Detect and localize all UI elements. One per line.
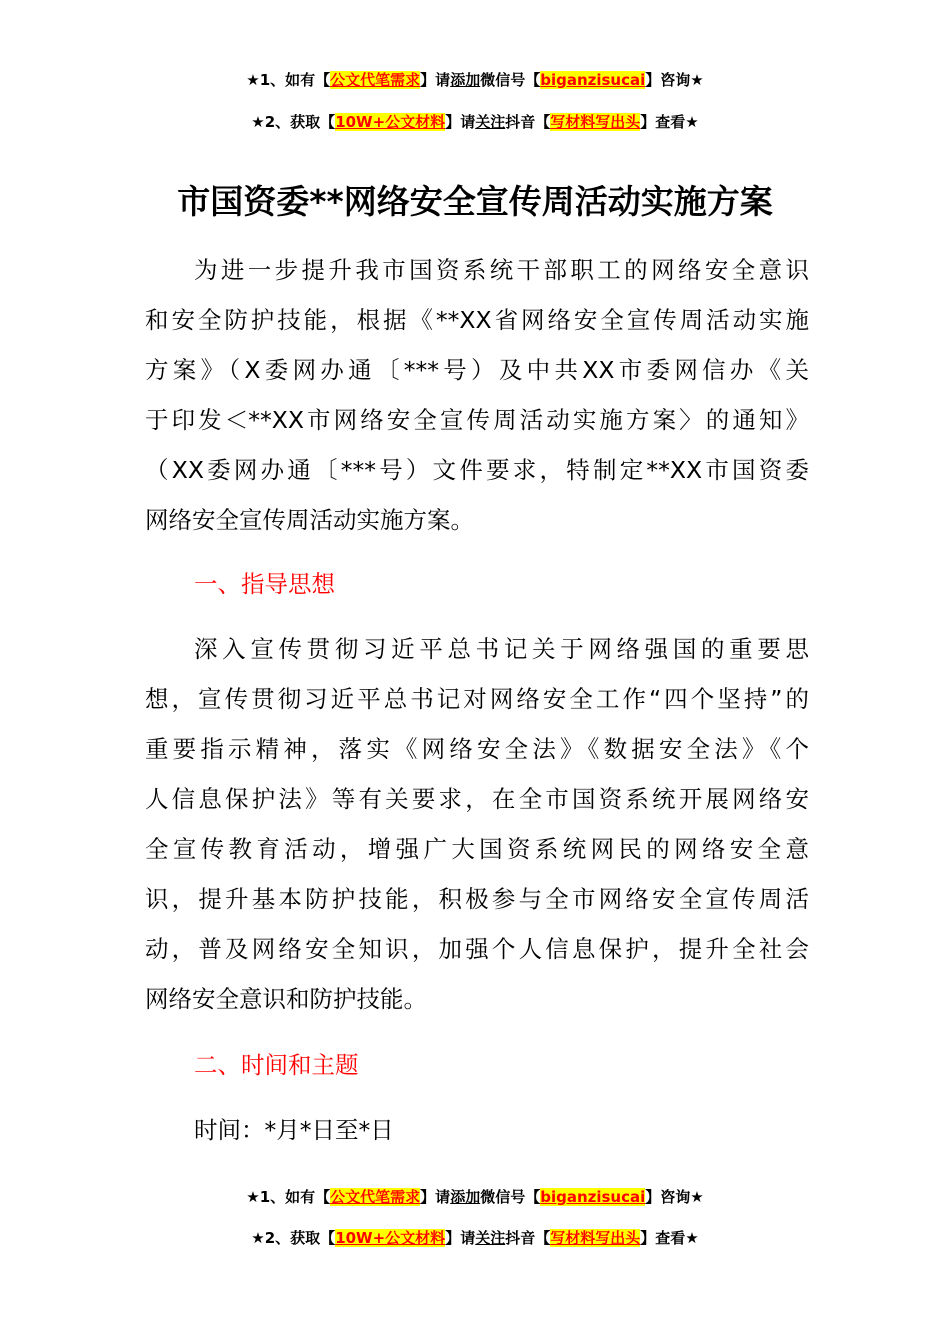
intro-paragraph: [145, 245, 809, 545]
promo-wechat-id: biganzisucai: [540, 1188, 646, 1206]
paragraph-line: 于印发＜**XX市网络安全宣传周活动实施方案〉的通知》: [145, 406, 809, 434]
paragraph-line: （XX委网办通〔***号）文件要求，特制定**XX市国资委: [145, 456, 809, 484]
promo-text: 】查看★: [640, 1229, 699, 1247]
promo-highlight: 公文代笔需求: [330, 1188, 421, 1206]
paragraph-line: 识，提升基本防护技能，积极参与全市网络安全宣传周活: [145, 885, 809, 913]
promo-text: 】请: [420, 71, 451, 89]
paragraph-line: 人信息保护法》等有关要求，在全市国资系统开展网络安: [145, 785, 809, 813]
document-title: 市国资委**网络安全宣传周活动实施方案: [177, 182, 773, 221]
promo-text: 】咨询★: [645, 1188, 704, 1206]
guiding-ideology-paragraph: [145, 624, 809, 1024]
promo-text: 】查看★: [640, 113, 699, 131]
promo-text: 】请: [445, 113, 476, 131]
paragraph-line: 为进一步提升我市国资系统干部职工的网络安全意识: [194, 256, 809, 284]
promo-wechat-id: biganzisucai: [540, 71, 646, 89]
promo-underlined-text: 关注: [475, 113, 506, 131]
paragraph-line: 网络安全意识和防护技能。: [145, 985, 427, 1013]
time-line: 时间：*月*日至*日: [194, 1116, 394, 1144]
promo-line-2-footer: [0, 1227, 950, 1249]
paragraph-line: 和安全防护技能，根据《**XX省网络安全宣传周活动实施: [145, 306, 809, 334]
paragraph-line: 深入宣传贯彻习近平总书记关于网络强国的重要思: [194, 635, 809, 663]
promo-douyin-id: 写材料写出头: [550, 1229, 641, 1247]
promo-text: ★2、获取【: [251, 1229, 336, 1247]
section-heading-time-and-theme: 二、时间和主题: [194, 1051, 359, 1079]
paragraph-line: 想，宣传贯彻习近平总书记对网络安全工作“四个坚持”的: [145, 685, 809, 713]
promo-line-1-footer: [0, 1186, 950, 1208]
promo-text: 抖音【: [505, 1229, 551, 1247]
promo-text: ★2、获取【: [251, 113, 336, 131]
paragraph-line: 动，普及网络安全知识，加强个人信息保护，提升全社会: [145, 935, 809, 963]
promo-text: 】咨询★: [645, 71, 704, 89]
promo-line-2: [0, 111, 950, 133]
promo-highlight: 10W+公文材料: [335, 113, 446, 131]
promo-line-1: [0, 69, 950, 91]
promo-douyin-id: 写材料写出头: [550, 113, 641, 131]
promo-highlight: 10W+公文材料: [335, 1229, 446, 1247]
paragraph-line: 全宣传教育活动，增强广大国资系统网民的网络安全意: [145, 835, 809, 863]
promo-underlined-text: 添加: [450, 1188, 481, 1206]
promo-text: 】请: [420, 1188, 451, 1206]
promo-underlined-text: 添加: [450, 71, 481, 89]
promo-text: ★1、如有【: [246, 71, 331, 89]
paragraph-line: 重要指示精神，落实《网络安全法》《数据安全法》《个: [145, 735, 809, 763]
promo-highlight: 公文代笔需求: [330, 71, 421, 89]
paragraph-line: 方案》（X委网办通〔***号）及中共XX市委网信办《关: [145, 356, 809, 384]
promo-text: 微信号【: [480, 1188, 541, 1206]
promo-text: ★1、如有【: [246, 1188, 331, 1206]
promo-text: 】请: [445, 1229, 476, 1247]
section-heading-guiding-ideology: 一、指导思想: [194, 570, 335, 598]
promo-underlined-text: 关注: [475, 1229, 506, 1247]
paragraph-line: 网络安全宣传周活动实施方案。: [145, 506, 474, 534]
promo-text: 微信号【: [480, 71, 541, 89]
promo-text: 抖音【: [505, 113, 551, 131]
